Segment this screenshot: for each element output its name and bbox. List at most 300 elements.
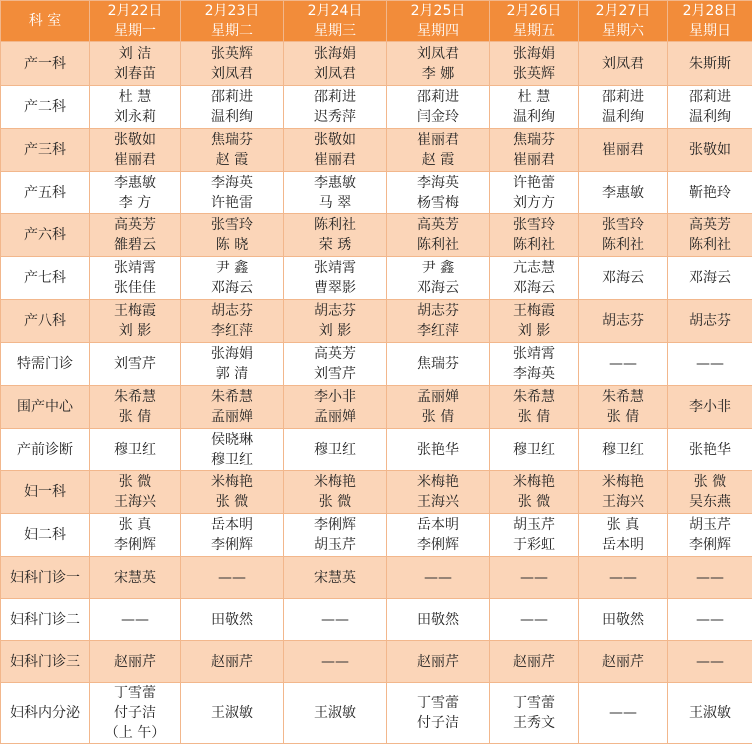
duty-cell (284, 86, 387, 129)
dept-name: 妇一科 (1, 471, 90, 514)
day-weekday: 星期四 (417, 23, 459, 39)
duty-cell (284, 214, 387, 257)
staff-name: 张英辉 (513, 65, 555, 82)
duty-cell (90, 343, 181, 386)
duty-cell (90, 429, 181, 471)
staff-name: 许艳雷 (211, 194, 253, 211)
no-duty-dash: —— (609, 356, 637, 372)
staff-name: 李惠敏 (602, 184, 644, 201)
duty-cell (668, 172, 752, 214)
duty-cell (579, 129, 668, 172)
staff-name: 邵莉进 (417, 89, 459, 105)
duty-cell (90, 683, 181, 744)
staff-name: 王海兴 (417, 494, 459, 510)
staff-name: 孟丽婵 (417, 389, 459, 405)
dept-name: 特需门诊 (1, 343, 90, 386)
staff-name: 赵丽芹 (114, 653, 156, 670)
duty-cell (490, 429, 579, 471)
staff-name: 张 倩 (421, 409, 455, 425)
staff-name: 丁雪蕾 (114, 685, 156, 701)
table-row (1, 386, 752, 429)
no-duty-dash: —— (424, 569, 452, 586)
duty-cell (387, 129, 490, 172)
staff-name: 赵丽芹 (417, 653, 459, 670)
staff-name: 穆卫红 (513, 441, 555, 458)
staff-name: 张敬如 (689, 142, 731, 158)
staff-name: 李俐辉 (417, 537, 459, 553)
staff-name: 陈利社 (602, 237, 644, 253)
dept-name: 产三科 (1, 129, 90, 172)
staff-name: 杜 慧 (118, 89, 152, 105)
staff-name: 田敬然 (211, 611, 253, 628)
duty-cell (284, 343, 387, 386)
staff-name: 邵莉进 (211, 89, 253, 105)
duty-cell (490, 641, 579, 683)
staff-name: 刘永莉 (114, 109, 156, 125)
schedule-body (1, 42, 752, 744)
staff-name: 宋慧英 (314, 569, 356, 586)
duty-cell (668, 300, 752, 343)
staff-name: 米梅艳 (513, 474, 555, 490)
duty-cell (181, 429, 284, 471)
staff-name: 陈利社 (417, 237, 459, 253)
duty-cell (387, 514, 490, 557)
day-date: 2月23日 (204, 3, 260, 19)
day-column-header (579, 1, 668, 42)
duty-cell (668, 129, 752, 172)
staff-name: 付子洁 (114, 705, 156, 721)
staff-name: 丁雪蕾 (513, 695, 555, 711)
duty-cell (490, 42, 579, 86)
staff-name: 米梅艳 (211, 474, 253, 490)
table-row (1, 257, 752, 300)
duty-cell (579, 514, 668, 557)
staff-name: 李海英 (513, 366, 555, 382)
staff-name: 张 倩 (517, 409, 551, 425)
staff-name: 张雪玲 (602, 217, 644, 233)
staff-name: 刘凤君 (211, 65, 253, 82)
duty-cell (579, 343, 668, 386)
staff-name: 孟丽婵 (314, 409, 356, 425)
dept-name: 产一科 (1, 42, 90, 86)
staff-name: 许艳蕾 (513, 174, 555, 191)
duty-cell (284, 641, 387, 683)
staff-name: 张 倩 (118, 409, 152, 425)
staff-name: 侯晓琳 (211, 431, 253, 448)
staff-name: 胡玉芹 (513, 517, 555, 533)
staff-name: 穆卫红 (114, 441, 156, 458)
staff-name: 张海娟 (211, 346, 253, 362)
duty-cell (90, 172, 181, 214)
staff-name: 高英芳 (314, 346, 356, 362)
staff-name: 胡玉芹 (314, 537, 356, 553)
duty-cell (90, 42, 181, 86)
duty-cell (490, 683, 579, 744)
dept-name: 围产中心 (1, 386, 90, 429)
staff-name: 张 倩 (606, 409, 640, 425)
staff-name: 李俐辉 (314, 517, 356, 533)
staff-name: 宋慧英 (114, 569, 156, 586)
day-column-header (387, 1, 490, 42)
day-date: 2月28日 (682, 3, 738, 19)
table-row (1, 471, 752, 514)
table-row (1, 514, 752, 557)
staff-name: 刘 影 (118, 323, 152, 339)
staff-name: 陈 晓 (215, 237, 249, 253)
staff-name: 朱希慧 (602, 389, 644, 405)
duty-cell (579, 257, 668, 300)
duty-cell (490, 214, 579, 257)
staff-name: 高英芳 (689, 217, 731, 233)
table-row (1, 86, 752, 129)
staff-name: 王梅霞 (114, 303, 156, 319)
staff-name: 丁雪蕾 (417, 695, 459, 711)
staff-name: 李惠敏 (314, 174, 356, 191)
staff-name: 王淑敏 (314, 705, 356, 721)
no-duty-dash: —— (218, 569, 246, 586)
staff-name: 张海娟 (314, 45, 356, 62)
day-weekday: 星期一 (114, 23, 156, 39)
duty-cell (668, 386, 752, 429)
staff-name: 邓海云 (417, 280, 459, 296)
duty-cell (490, 386, 579, 429)
day-date: 2月26日 (506, 3, 562, 19)
duty-cell (579, 300, 668, 343)
staff-name: 张 微 (118, 474, 152, 490)
day-column-header (284, 1, 387, 42)
duty-cell (181, 683, 284, 744)
duty-cell (668, 599, 752, 641)
duty-cell (284, 257, 387, 300)
duty-cell (387, 172, 490, 214)
dept-name: 妇科内分泌 (1, 683, 90, 744)
duty-cell (579, 386, 668, 429)
staff-name: 张 微 (318, 494, 352, 510)
staff-name: 邓海云 (513, 280, 555, 296)
staff-name: 张佳佳 (114, 280, 156, 296)
staff-name: 张艳华 (689, 441, 731, 458)
staff-name: 焦瑞芬 (211, 132, 253, 148)
duty-cell (579, 86, 668, 129)
staff-name: 吴东燕 (689, 494, 731, 510)
staff-name: （上 午） (104, 725, 166, 741)
duty-cell (284, 429, 387, 471)
duty-cell (387, 599, 490, 641)
day-weekday: 星期五 (513, 23, 555, 39)
staff-name: 温利绚 (689, 109, 731, 125)
duty-cell (284, 471, 387, 514)
dept-name: 产二科 (1, 86, 90, 129)
staff-name: 王淑敏 (211, 705, 253, 721)
duty-cell (181, 343, 284, 386)
duty-cell (668, 42, 752, 86)
duty-cell (490, 514, 579, 557)
duty-cell (90, 557, 181, 599)
duty-cell (579, 557, 668, 599)
duty-cell (387, 386, 490, 429)
duty-cell (490, 599, 579, 641)
staff-name: 尹 鑫 (215, 260, 249, 276)
duty-cell (668, 86, 752, 129)
no-duty-dash: —— (609, 569, 637, 586)
no-duty-dash: —— (321, 653, 349, 670)
dept-name: 妇科门诊三 (1, 641, 90, 683)
day-column-header (490, 1, 579, 42)
duty-cell (181, 257, 284, 300)
staff-name: 迟秀萍 (314, 109, 356, 125)
staff-name: 李红萍 (417, 323, 459, 339)
staff-name: 张海娟 (513, 45, 555, 62)
staff-name: 赵 霞 (215, 152, 249, 168)
staff-name: 穆卫红 (602, 441, 644, 458)
staff-name: 亢志慧 (513, 260, 555, 276)
duty-cell (387, 471, 490, 514)
staff-name: 焦瑞芬 (513, 132, 555, 148)
duty-cell (668, 429, 752, 471)
duty-cell (387, 86, 490, 129)
duty-cell (90, 86, 181, 129)
duty-cell (284, 172, 387, 214)
staff-name: 岳本明 (417, 517, 459, 533)
staff-name: 张 微 (517, 494, 551, 510)
no-duty-dash: —— (321, 611, 349, 628)
staff-name: 张艳华 (417, 441, 459, 458)
duty-cell (181, 386, 284, 429)
duty-cell (490, 300, 579, 343)
dept-name: 产七科 (1, 257, 90, 300)
staff-name: 张靖霄 (513, 346, 555, 362)
duty-cell (490, 471, 579, 514)
day-column-header (668, 1, 752, 42)
staff-name: 张敬如 (314, 132, 356, 148)
duty-cell (284, 514, 387, 557)
day-weekday: 星期三 (314, 23, 356, 39)
staff-name: 赵丽芹 (513, 653, 555, 670)
duty-cell (668, 557, 752, 599)
staff-name: 刘凤君 (314, 65, 356, 82)
duty-cell (387, 343, 490, 386)
staff-name: 朱希慧 (513, 389, 555, 405)
duty-cell (284, 386, 387, 429)
staff-name: 李俐辉 (211, 537, 253, 553)
staff-name: 邓海云 (211, 280, 253, 296)
staff-name: 刘雪芹 (314, 366, 356, 382)
staff-name: 焦瑞芬 (417, 356, 459, 372)
duty-cell (181, 641, 284, 683)
staff-name: 王海兴 (114, 494, 156, 510)
staff-name: 张 微 (215, 494, 249, 510)
staff-name: 胡玉芹 (689, 517, 731, 533)
staff-name: 邓海云 (602, 270, 644, 286)
staff-name: 岳本明 (211, 517, 253, 533)
staff-name: 胡志芬 (689, 313, 731, 329)
duty-cell (181, 557, 284, 599)
duty-cell (284, 300, 387, 343)
staff-name: 王淑敏 (689, 705, 731, 721)
staff-name: 于彩虹 (513, 537, 555, 553)
staff-name: 刘方方 (513, 194, 555, 211)
staff-name: 穆卫红 (211, 451, 253, 468)
day-column-header (90, 1, 181, 42)
staff-name: 赵 霞 (421, 152, 455, 168)
duty-cell (181, 514, 284, 557)
staff-name: 高英芳 (417, 217, 459, 233)
day-date: 2月27日 (595, 3, 651, 19)
staff-name: 崔丽君 (417, 132, 459, 148)
staff-name: 邵莉进 (314, 89, 356, 105)
duty-cell (181, 300, 284, 343)
staff-name: 穆卫红 (314, 441, 356, 458)
duty-cell (579, 683, 668, 744)
staff-name: 崔丽君 (602, 142, 644, 158)
duty-cell (90, 599, 181, 641)
staff-name: 雒碧云 (114, 237, 156, 253)
duty-cell (181, 214, 284, 257)
staff-name: 胡志芬 (417, 303, 459, 319)
dept-name: 产六科 (1, 214, 90, 257)
staff-name: 陈利社 (689, 237, 731, 253)
duty-cell (284, 557, 387, 599)
staff-name: 胡志芬 (314, 303, 356, 319)
staff-name: 张 真 (606, 517, 640, 533)
table-row (1, 129, 752, 172)
table-row (1, 429, 752, 471)
duty-cell (90, 641, 181, 683)
duty-cell (387, 214, 490, 257)
table-row (1, 172, 752, 214)
duty-cell (668, 683, 752, 744)
staff-name: 陈利社 (513, 237, 555, 253)
staff-name: 杨雪梅 (417, 194, 459, 211)
staff-name: 张 真 (118, 517, 152, 533)
staff-name: 邓海云 (689, 270, 731, 286)
staff-name: 米梅艳 (314, 474, 356, 490)
dept-name: 产五科 (1, 172, 90, 214)
staff-name: 朱斯斯 (689, 55, 731, 72)
dept-name: 妇二科 (1, 514, 90, 557)
duty-cell (668, 343, 752, 386)
staff-name: 王梅霞 (513, 303, 555, 319)
day-column-header (181, 1, 284, 42)
duty-cell (490, 343, 579, 386)
duty-cell (181, 42, 284, 86)
duty-cell (490, 557, 579, 599)
staff-name: 刘凤君 (602, 55, 644, 72)
staff-name: 李小非 (689, 399, 731, 415)
staff-name: 田敬然 (602, 611, 644, 628)
staff-name: 李小非 (314, 389, 356, 405)
duty-cell (490, 129, 579, 172)
header-row (1, 1, 752, 42)
table-row (1, 599, 752, 641)
duty-cell (387, 683, 490, 744)
staff-name: 邵莉进 (602, 89, 644, 105)
dept-name: 产八科 (1, 300, 90, 343)
no-duty-dash: —— (520, 569, 548, 586)
duty-cell (387, 641, 490, 683)
staff-name: 李海英 (211, 174, 253, 191)
dept-name: 妇科门诊二 (1, 599, 90, 641)
duty-cell (579, 42, 668, 86)
staff-name: 刘凤君 (417, 45, 459, 62)
duty-cell (90, 386, 181, 429)
table-row (1, 641, 752, 683)
staff-name: 田敬然 (417, 611, 459, 628)
no-duty-dash: —— (696, 611, 724, 628)
staff-name: 张敬如 (114, 132, 156, 148)
staff-name: 杜 慧 (517, 89, 551, 105)
duty-cell (490, 86, 579, 129)
staff-name: 张雪玲 (513, 217, 555, 233)
table-row (1, 557, 752, 599)
no-duty-dash: —— (696, 653, 724, 670)
staff-name: 朱希慧 (211, 389, 253, 405)
duty-cell (181, 471, 284, 514)
staff-name: 刘 洁 (118, 45, 152, 62)
staff-name: 李红萍 (211, 323, 253, 339)
duty-cell (668, 214, 752, 257)
staff-name: 李 娜 (421, 65, 455, 82)
table-row (1, 683, 752, 744)
staff-name: 刘 影 (318, 323, 352, 339)
staff-name: 温利绚 (602, 109, 644, 125)
staff-name: 张雪玲 (211, 217, 253, 233)
day-date: 2月25日 (410, 3, 466, 19)
day-weekday: 星期日 (689, 23, 731, 39)
day-weekday: 星期二 (211, 23, 253, 39)
dept-column-header: 科 室 (1, 1, 90, 42)
staff-name: 刘雪芹 (114, 356, 156, 372)
staff-name: 张靖霄 (314, 260, 356, 276)
staff-name: 付子洁 (417, 715, 459, 731)
staff-name: 王海兴 (602, 494, 644, 510)
duty-cell (90, 129, 181, 172)
dept-name: 妇科门诊一 (1, 557, 90, 599)
duty-cell (90, 257, 181, 300)
staff-name: 崔丽君 (314, 152, 356, 168)
duty-cell (90, 214, 181, 257)
staff-name: 赵丽芹 (602, 653, 644, 670)
dept-name: 产前诊断 (1, 429, 90, 471)
table-row (1, 343, 752, 386)
duty-cell (90, 471, 181, 514)
staff-name: 邵莉进 (689, 89, 731, 105)
day-date: 2月22日 (107, 3, 163, 19)
staff-name: 温利绚 (513, 109, 555, 125)
duty-cell (181, 172, 284, 214)
staff-name: 赵丽芹 (211, 653, 253, 670)
staff-name: 王秀文 (513, 715, 555, 731)
staff-name: 尹 鑫 (421, 260, 455, 276)
staff-name: 刘 影 (517, 323, 551, 339)
staff-name: 崔丽君 (513, 152, 555, 168)
staff-name: 米梅艳 (602, 474, 644, 490)
day-weekday: 星期六 (602, 23, 644, 39)
staff-name: 李 方 (118, 194, 152, 211)
table-row (1, 42, 752, 86)
duty-cell (579, 172, 668, 214)
no-duty-dash: —— (520, 611, 548, 628)
staff-name: 张英辉 (211, 45, 253, 62)
day-date: 2月24日 (307, 3, 363, 19)
staff-name: 崔丽君 (114, 152, 156, 168)
duty-cell (284, 42, 387, 86)
staff-name: 郭 清 (215, 366, 249, 382)
staff-name: 岳本明 (602, 537, 644, 553)
staff-name: 朱希慧 (114, 389, 156, 405)
staff-name: 胡志芬 (602, 313, 644, 329)
table-row (1, 300, 752, 343)
